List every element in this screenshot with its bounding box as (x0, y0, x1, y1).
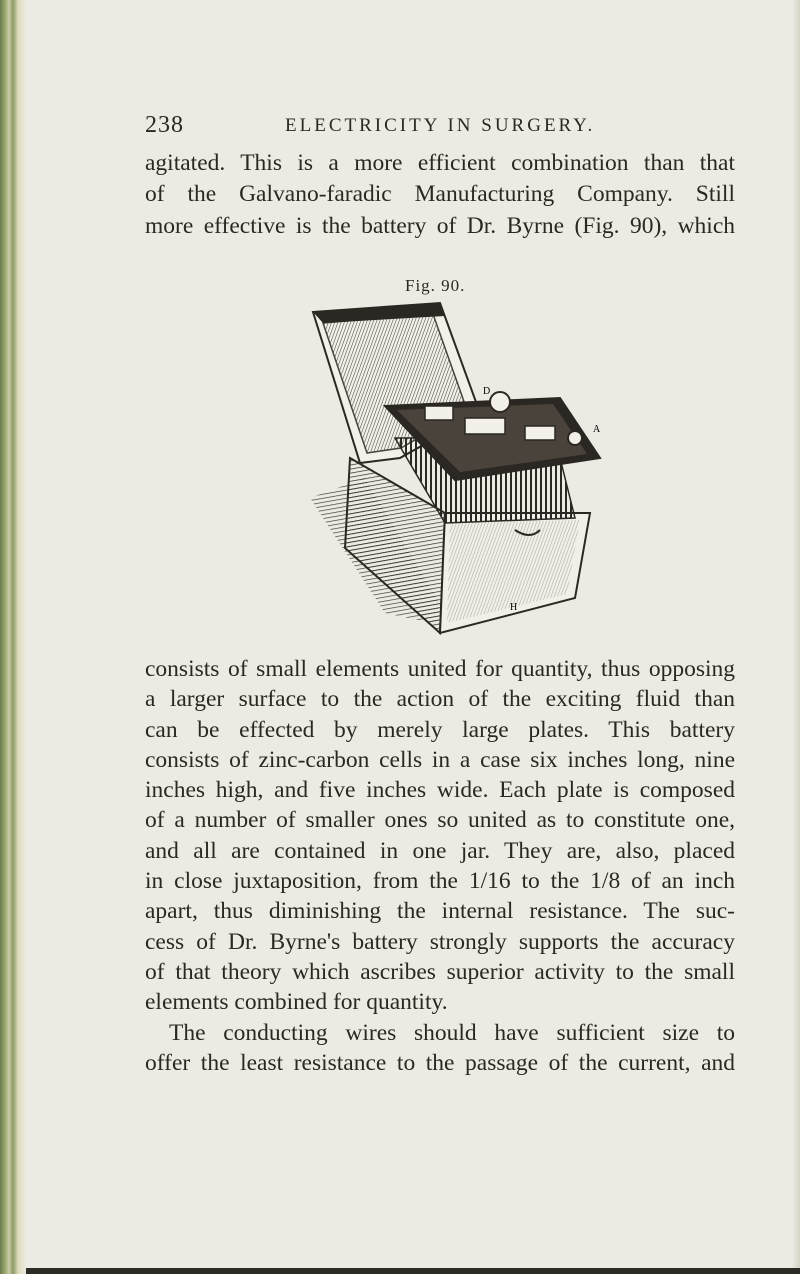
top-paragraph (145, 148, 735, 242)
text-line: elements combined for quantity. (145, 989, 448, 1016)
body-text (145, 654, 735, 1078)
text-line: agitated. This is a more efficient combination than that (145, 150, 735, 176)
text-line: inches high, and five inches wide. Each plate is composed (145, 777, 735, 804)
text-line: apart, thus diminishing the internal resistance. The suc- (145, 898, 735, 925)
book-spine (0, 0, 26, 1274)
page-header (145, 112, 645, 142)
figure-caption: Fig. 90. (405, 276, 466, 295)
figure-label: D (483, 386, 491, 397)
text-line: consists of zinc-carbon cells in a case six inches long, nine (145, 746, 735, 773)
text-line: more effective is the battery of Dr. Byrne (Fig. 90), which (145, 212, 735, 239)
text-line: cess of Dr. Byrne's battery strongly supports the accuracy (145, 928, 735, 955)
text-line: a larger surface to the action of the exciting fluid than (145, 686, 735, 713)
text-line: of a number of smaller ones so united as to constitute one, (145, 807, 735, 834)
text-line: The conducting wires should have sufficient size to (169, 1019, 735, 1046)
text-line: offer the least resistance to the passage of the current, and (145, 1049, 735, 1076)
text-line: of that theory which ascribes superior activity to the small (145, 958, 735, 985)
text-line: consists of small elements united for quantity, thus opposing (145, 656, 735, 682)
page-number: 238 (145, 112, 184, 138)
figure-label: H (510, 602, 518, 613)
running-head: ELECTRICITY IN SURGERY. (285, 115, 596, 136)
page-edge (792, 0, 800, 1274)
figure-label: A (593, 424, 601, 435)
text-line: of the Galvano-faradic Manufacturing Company. Still (145, 181, 735, 208)
text-line: and all are contained in one jar. They are, also, placed (145, 837, 735, 864)
text-line: in close juxtaposition, from the 1/16 to the 1/8 of an inch (145, 868, 735, 895)
page-bottom-edge (26, 1268, 800, 1274)
battery-illustration (305, 298, 605, 638)
text-line: can be effected by merely large plates. This battery (145, 716, 735, 743)
